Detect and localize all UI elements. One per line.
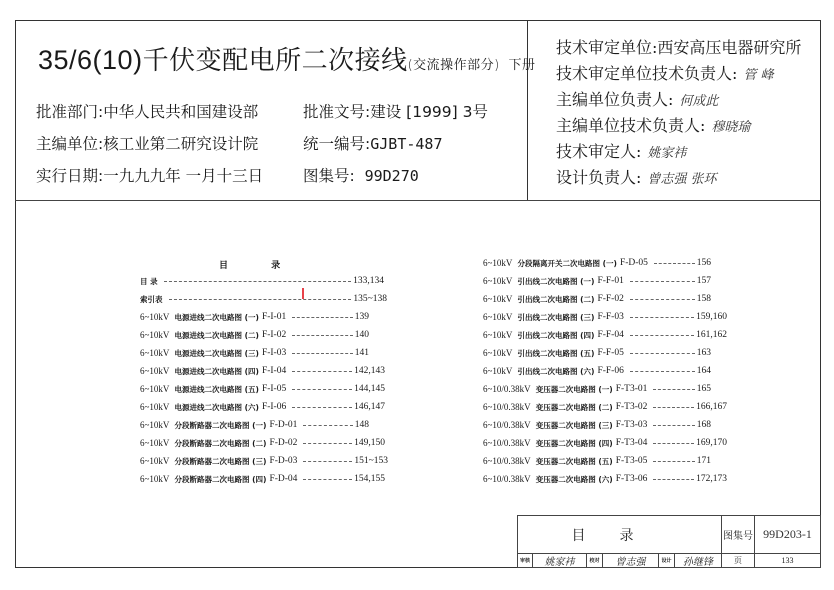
sheet-title-cell	[517, 515, 722, 554]
toc-entry[interactable]	[140, 472, 385, 486]
toc-entry-code: F-F-05	[597, 348, 624, 358]
toc-entry-code: F-I-06	[261, 402, 287, 412]
toc-entry-page: 135~138	[353, 294, 387, 304]
page-value-cell	[754, 553, 821, 568]
toc-entry-page: 165	[696, 384, 711, 394]
toc-entry[interactable]	[140, 418, 369, 432]
sheet-title: 目录	[571, 527, 668, 544]
toc-entry-voltage: 6~10kV	[483, 330, 513, 340]
toc-entry-page: 172,173	[696, 474, 727, 484]
toc-entry-code: F-T3-03	[615, 420, 648, 430]
leader-dots	[303, 425, 352, 426]
title-main: 千伏变配电所二次接线	[142, 46, 408, 76]
field-value: 中华人民共和国建设部	[103, 103, 259, 121]
toc-entry-page: 144,145	[354, 384, 385, 394]
approval-dept-field	[36, 100, 258, 122]
toc-entry-page: 148	[354, 420, 369, 430]
signature: 何成此	[679, 94, 719, 109]
leader-dots	[653, 479, 694, 480]
toc-entry-code: F-I-04	[261, 366, 287, 376]
toc-entry-page: 168	[696, 420, 711, 430]
toc-entry-page: 149,150	[354, 438, 385, 448]
toc-entry-code: F-D-05	[619, 258, 648, 268]
toc-entry-voltage: 6~10kV	[483, 312, 513, 322]
toc-entry-label: 电源进线二次电路图 (一)	[174, 312, 259, 322]
toc-entry[interactable]	[483, 256, 711, 270]
leader-dots	[169, 299, 352, 300]
header-divider	[15, 200, 821, 201]
toc-entry-code: F-T3-06	[615, 474, 648, 484]
toc-entry-label: 电源进线二次电路图 (二)	[174, 330, 259, 340]
editor-unit-tech-lead-field	[556, 113, 750, 136]
toc-entry-code: F-F-01	[597, 276, 624, 286]
toc-entry-label: 分段隔离开关二次电路图 (一)	[517, 258, 617, 268]
field-label: 设计负责人:	[556, 168, 642, 187]
toc-entry-label: 变压器二次电路图 (五)	[535, 456, 613, 466]
toc-entry-label: 分段断路器二次电路图 (二)	[174, 438, 267, 448]
toc-entry[interactable]	[140, 364, 385, 378]
toc-entry-code: F-F-03	[597, 312, 624, 322]
toc-entry[interactable]	[140, 274, 384, 288]
review-label: 审核	[519, 558, 530, 564]
toc-entry-voltage: 6~10/0.38kV	[483, 438, 531, 448]
toc-entry-voltage: 6~10kV	[483, 258, 513, 268]
toc-entry-page: 151~153	[354, 456, 388, 466]
field-value: GJBT-487	[370, 135, 443, 153]
toc-entry[interactable]	[483, 346, 711, 360]
toc-entry-page: 141	[354, 348, 369, 358]
toc-entry-voltage: 6~10/0.38kV	[483, 420, 531, 430]
toc-entry[interactable]	[140, 436, 385, 450]
toc-entry-page: 158	[696, 294, 711, 304]
toc-entry-code: F-I-02	[261, 330, 287, 340]
toc-entry-label: 电源进线二次电路图 (五)	[174, 384, 259, 394]
toc-entry-page: 156	[696, 258, 711, 268]
leader-dots	[303, 479, 352, 480]
toc-entry-label: 分段断路器二次电路图 (三)	[174, 456, 267, 466]
toc-entry-label: 变压器二次电路图 (六)	[535, 474, 613, 484]
toc-entry[interactable]	[140, 292, 387, 306]
leader-dots	[303, 461, 352, 462]
toc-entry-label: 引出线二次电路图 (三)	[517, 312, 595, 322]
toc-entry-label: 目 录	[140, 276, 158, 286]
check-label: 校对	[589, 558, 600, 564]
toc-entry-page: 146,147	[354, 402, 385, 412]
design-signature: 孙继锋	[683, 557, 713, 568]
atlas-label: 图集号	[723, 531, 753, 542]
toc-entry[interactable]	[483, 436, 727, 450]
effective-date-field	[36, 164, 263, 186]
toc-entry[interactable]	[483, 472, 727, 486]
field-label: 主编单位负责人:	[556, 90, 674, 109]
toc-entry-page: 161,162	[696, 330, 727, 340]
field-label: 图集号:	[303, 167, 355, 185]
toc-entry-code: F-D-03	[269, 456, 298, 466]
atlas-value-cell	[754, 515, 821, 554]
toc-entry-page: 142,143	[354, 366, 385, 376]
design-sig-cell	[674, 553, 722, 568]
toc-entry-page: 171	[696, 456, 711, 466]
leader-dots	[630, 281, 695, 282]
leader-dots	[654, 263, 695, 264]
toc-entry-voltage: 6~10kV	[483, 348, 513, 358]
toc-entry[interactable]	[140, 382, 385, 396]
design-label: 设计	[661, 558, 672, 564]
toc-entry-page: 169,170	[696, 438, 727, 448]
check-signature: 曾志强	[615, 557, 646, 568]
toc-entry-code: F-I-05	[261, 384, 287, 394]
toc-entry[interactable]	[483, 418, 711, 432]
toc-entry-voltage: 6~10kV	[140, 330, 170, 340]
leader-dots	[292, 317, 353, 318]
toc-entry-voltage: 6~10kV	[140, 420, 170, 430]
toc-entry[interactable]	[483, 454, 711, 468]
page-label: 页	[734, 556, 742, 565]
field-label: 批准文号:	[303, 103, 371, 121]
toc-entry[interactable]	[140, 310, 369, 324]
toc-entry-page: 166,167	[696, 402, 727, 412]
toc-entry-code: F-T3-01	[615, 384, 648, 394]
toc-entry-label: 变压器二次电路图 (四)	[535, 438, 613, 448]
leader-dots	[653, 425, 694, 426]
toc-entry-page: 159,160	[696, 312, 727, 322]
review-signature: 姚家祎	[544, 557, 575, 568]
toc-entry-label: 引出线二次电路图 (六)	[517, 366, 595, 376]
text-cursor-mark	[302, 288, 304, 299]
toc-entry-page: 139	[354, 312, 369, 322]
chief-editor-unit-field	[36, 132, 258, 154]
design-lead-field	[556, 165, 717, 188]
page-value: 133	[781, 556, 794, 565]
toc-entry-label: 电源进线二次电路图 (三)	[174, 348, 259, 358]
check-label-cell	[586, 553, 603, 568]
field-label: 主编单位:	[36, 135, 104, 153]
design-label-cell	[658, 553, 675, 568]
tech-review-lead-field	[556, 61, 774, 84]
toc-entry-code: F-F-02	[597, 294, 624, 304]
toc-entry-label: 变压器二次电路图 (二)	[535, 402, 613, 412]
leader-dots	[630, 299, 695, 300]
leader-dots	[630, 353, 695, 354]
toc-entry-label: 变压器二次电路图 (三)	[535, 420, 613, 430]
toc-entry[interactable]	[483, 328, 727, 342]
toc-entry-label: 引出线二次电路图 (二)	[517, 294, 595, 304]
leader-dots	[653, 461, 694, 462]
toc-entry[interactable]	[483, 310, 727, 324]
toc-entry[interactable]	[140, 400, 385, 414]
toc-entry-label: 索引表	[140, 294, 163, 304]
toc-entry-voltage: 6~10kV	[483, 276, 513, 286]
leader-dots	[630, 335, 694, 336]
field-value: 核工业第二研究设计院	[103, 135, 259, 153]
toc-entry-code: F-T3-05	[615, 456, 648, 466]
toc-entry-voltage: 6~10kV	[140, 384, 170, 394]
toc-entry-label: 分段断路器二次电路图 (四)	[174, 474, 267, 484]
toc-entry-voltage: 6~10kV	[140, 312, 170, 322]
leader-dots	[292, 389, 352, 390]
leader-dots	[292, 353, 353, 354]
toc-entry-voltage: 6~10kV	[483, 366, 513, 376]
leader-dots	[653, 407, 694, 408]
atlas-label-cell	[721, 515, 755, 554]
field-value: 一九九九年 一月十三日	[103, 167, 264, 185]
toc-entry-page: 163	[696, 348, 711, 358]
signature: 管 峰	[743, 68, 774, 83]
title-voltage: 35/6(10)	[38, 45, 143, 75]
tech-reviewer-field	[556, 139, 686, 162]
toc-entry[interactable]	[483, 364, 711, 378]
toc-entry-code: F-F-06	[597, 366, 624, 376]
toc-entry-page: 133,134	[353, 276, 384, 286]
title-volume: 下册	[508, 58, 536, 73]
field-label: 技术审定单位技术负责人:	[556, 64, 738, 83]
signature: 曾志强 张环	[647, 172, 717, 187]
atlas-number-field	[303, 164, 419, 186]
toc-entry-voltage: 6~10kV	[140, 348, 170, 358]
approval-doc-number-field	[303, 100, 488, 122]
toc-entry-label: 引出线二次电路图 (四)	[517, 330, 595, 340]
field-label: 技术审定单位:	[556, 38, 658, 57]
field-value: 建设 [1999] 3号	[370, 103, 488, 121]
toc-entry[interactable]	[483, 274, 711, 288]
field-label: 主编单位技术负责人:	[556, 116, 706, 135]
toc-entry-code: F-D-01	[269, 420, 298, 430]
review-label-cell	[517, 553, 533, 568]
toc-entry-code: F-F-04	[597, 330, 624, 340]
toc-entry-code: F-T3-04	[615, 438, 648, 448]
toc-entry-code: F-T3-02	[615, 402, 648, 412]
leader-dots	[292, 407, 352, 408]
field-value: 西安高压电器研究所	[657, 38, 802, 57]
toc-entry[interactable]	[483, 400, 727, 414]
toc-entry[interactable]	[140, 454, 388, 468]
toc-entry-voltage: 6~10kV	[140, 456, 170, 466]
field-label: 技术审定人:	[556, 142, 642, 161]
title-subtitle: (交流操作部分)	[407, 58, 500, 73]
toc-entry-code: F-D-02	[269, 438, 298, 448]
unified-number-field	[303, 132, 442, 154]
leader-dots	[653, 389, 694, 390]
field-label: 统一编号:	[303, 135, 371, 153]
leader-dots	[303, 443, 352, 444]
tech-review-unit-field	[556, 35, 801, 58]
toc-entry-voltage: 6~10kV	[140, 474, 170, 484]
toc-entry-page: 140	[354, 330, 369, 340]
toc-entry-voltage: 6~10kV	[140, 366, 170, 376]
field-label: 批准部门:	[36, 103, 104, 121]
toc-entry-voltage: 6~10/0.38kV	[483, 474, 531, 484]
leader-dots	[653, 443, 694, 444]
editor-unit-lead-field	[556, 87, 718, 110]
toc-entry-page: 157	[696, 276, 711, 286]
toc-entry-page: 154,155	[354, 474, 385, 484]
toc-entry-label: 变压器二次电路图 (一)	[535, 384, 613, 394]
review-sig-cell	[532, 553, 587, 568]
document-title	[38, 40, 536, 77]
toc-entry-label: 电源进线二次电路图 (四)	[174, 366, 259, 376]
leader-dots	[630, 317, 694, 318]
toc-entry-label: 引出线二次电路图 (一)	[517, 276, 595, 286]
signature: 姚家祎	[647, 146, 687, 161]
toc-entry[interactable]	[140, 346, 369, 360]
toc-entry-voltage: 6~10/0.38kV	[483, 384, 531, 394]
signature: 穆晓瑜	[711, 120, 751, 135]
title-block	[517, 515, 821, 568]
leader-dots	[164, 281, 352, 282]
leader-dots	[292, 335, 353, 336]
check-sig-cell	[602, 553, 659, 568]
page-label-cell	[721, 553, 755, 568]
toc-entry-page: 164	[696, 366, 711, 376]
toc-entry-label: 引出线二次电路图 (五)	[517, 348, 595, 358]
field-label: 实行日期:	[36, 167, 104, 185]
toc-entry-code: F-D-04	[269, 474, 298, 484]
toc-entry[interactable]	[483, 382, 711, 396]
toc-entry-voltage: 6~10kV	[140, 438, 170, 448]
toc-entry-code: F-I-01	[261, 312, 287, 322]
toc-entry-voltage: 6~10kV	[483, 294, 513, 304]
toc-heading: 目 录	[219, 261, 301, 271]
toc-entry[interactable]	[483, 292, 711, 306]
toc-entry-voltage: 6~10kV	[140, 402, 170, 412]
field-value: 99D270	[364, 167, 419, 185]
toc-entry-label: 电源进线二次电路图 (六)	[174, 402, 259, 412]
toc-entry[interactable]	[140, 328, 369, 342]
leader-dots	[630, 371, 695, 372]
toc-entry-voltage: 6~10/0.38kV	[483, 456, 531, 466]
leader-dots	[292, 371, 352, 372]
toc-entry-voltage: 6~10/0.38kV	[483, 402, 531, 412]
toc-entry-label: 分段断路器二次电路图 (一)	[174, 420, 267, 430]
atlas-value: 99D203-1	[763, 527, 812, 541]
toc-entry-code: F-I-03	[261, 348, 287, 358]
